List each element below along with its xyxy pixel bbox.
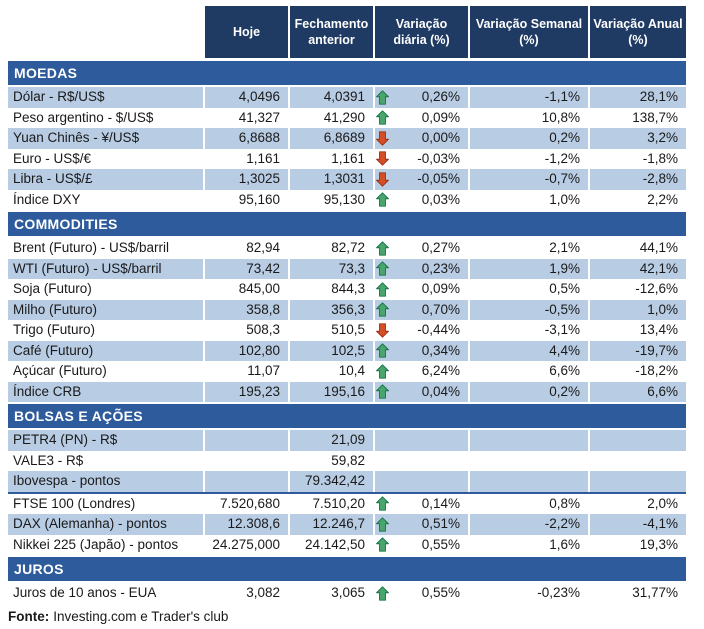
fechamento-anterior-cell: 7.510,20 (312, 495, 365, 511)
variacao-diaria-value: 0,23% (421, 260, 460, 276)
variacao-diaria-cell (375, 87, 468, 108)
fechamento-anterior-cell: 73,3 (290, 259, 373, 280)
variacao-diaria-value: 0,26% (421, 89, 460, 104)
variacao-diaria-cell (375, 320, 468, 341)
fechamento-anterior-cell: 356,3 (290, 300, 373, 321)
hoje-cell: 6,8688 (205, 128, 288, 149)
fechamento-anterior-cell: 102,5 (290, 341, 373, 362)
variacao-diaria-cell (375, 535, 468, 556)
arrow-down-icon (376, 172, 389, 187)
variacao-anual-cell: 1,0% (590, 300, 686, 321)
asset-label-cell: Trigo (Futuro) (13, 322, 96, 337)
hoje-cell (205, 471, 288, 492)
fechamento-anterior-cell: 195,16 (290, 382, 373, 403)
variacao-diaria-value: 0,70% (421, 301, 460, 317)
header-spacer (8, 6, 203, 58)
asset-label-cell: Café (Futuro) (8, 341, 203, 362)
variacao-semanal-cell: 0,2% (470, 382, 588, 403)
variacao-anual-cell: -18,2% (635, 363, 678, 378)
variacao-diaria-value: 0,51% (421, 516, 460, 531)
variacao-anual-cell: -4,1% (590, 514, 686, 535)
table-row (8, 238, 686, 259)
variacao-diaria-value: -0,44% (417, 322, 460, 337)
table-row (8, 535, 686, 556)
variacao-semanal-cell: 1,9% (470, 259, 588, 280)
hoje-cell: 12.308,6 (205, 514, 288, 535)
fechamento-anterior-cell: 510,5 (331, 322, 365, 337)
variacao-anual-cell: 3,2% (590, 128, 686, 149)
market-table (8, 6, 686, 626)
arrow-up-icon (376, 537, 389, 552)
variacao-diaria-value: -0,03% (417, 150, 460, 166)
variacao-diaria-cell (375, 169, 468, 190)
arrow-up-icon (376, 517, 389, 532)
asset-label-cell: VALE3 - R$ (13, 452, 84, 468)
variacao-diaria-cell (375, 238, 468, 259)
variacao-semanal-cell: -0,5% (470, 300, 588, 321)
variacao-semanal-cell: -3,1% (544, 322, 580, 337)
asset-label-cell: Índice CRB (8, 382, 203, 403)
asset-label-cell: Euro - US$/€ (13, 150, 92, 166)
variacao-diaria-cell (375, 583, 468, 604)
asset-label-cell: Açúcar (Futuro) (13, 363, 107, 378)
section-header: JUROS (8, 557, 686, 581)
variacao-diaria-value: 0,34% (421, 342, 460, 358)
variacao-diaria-value: -0,05% (417, 171, 460, 186)
table-row (8, 128, 686, 149)
variacao-diaria-cell (375, 494, 468, 515)
table-row (8, 190, 686, 211)
column-header-fechamento-anterior: Fechamento anterior (290, 6, 373, 58)
variacao-anual-cell (590, 451, 686, 472)
variacao-semanal-cell (470, 430, 588, 451)
hoje-cell (205, 430, 288, 451)
variacao-diaria-value: 0,27% (421, 240, 460, 255)
fechamento-anterior-cell: 10,4 (338, 363, 365, 378)
variacao-diaria-cell (375, 430, 468, 451)
hoje-cell: 1,161 (246, 150, 280, 166)
variacao-diaria-value: 0,03% (421, 191, 460, 207)
variacao-anual-cell: -1,8% (642, 150, 678, 166)
table-row (8, 279, 686, 300)
fechamento-anterior-cell: 1,161 (331, 150, 365, 166)
fechamento-anterior-cell: 79.342,42 (290, 471, 373, 492)
variacao-anual-cell: 44,1% (639, 240, 678, 255)
asset-label-cell: PETR4 (PN) - R$ (8, 430, 203, 451)
hoje-cell: 508,3 (246, 322, 280, 337)
variacao-anual-cell: 31,77% (632, 585, 678, 600)
arrow-up-icon (376, 110, 389, 125)
variacao-anual-cell: 6,6% (590, 382, 686, 403)
section-header: MOEDAS (8, 61, 686, 85)
asset-label-cell: Libra - US$/£ (8, 169, 203, 190)
fechamento-anterior-cell: 21,09 (290, 430, 373, 451)
variacao-anual-cell: 28,1% (590, 87, 686, 108)
fechamento-anterior-cell: 82,72 (331, 240, 365, 255)
variacao-diaria-cell (375, 149, 468, 170)
asset-label-cell: Peso argentino - $/US$ (13, 109, 154, 125)
hoje-cell: 1,3025 (205, 169, 288, 190)
table-row (8, 300, 686, 321)
variacao-semanal-cell (470, 451, 588, 472)
variacao-diaria-cell (375, 451, 468, 472)
hoje-cell: 3,082 (246, 585, 280, 600)
arrow-up-icon (376, 90, 389, 105)
asset-label-cell: Nikkei 225 (Japão) - pontos (13, 536, 179, 552)
asset-label-cell: Ibovespa - pontos (8, 471, 203, 492)
variacao-anual-cell: 2,2% (647, 191, 678, 207)
variacao-diaria-value: 0,04% (421, 383, 460, 399)
table-row (8, 87, 686, 108)
variacao-diaria-cell (375, 190, 468, 211)
fechamento-anterior-cell: 4,0391 (290, 87, 373, 108)
variacao-diaria-value: 0,09% (421, 281, 460, 296)
arrow-up-icon (376, 302, 389, 317)
table-row (8, 451, 686, 472)
hoje-cell: 7.520,680 (219, 495, 280, 511)
variacao-semanal-cell: 0,8% (549, 495, 580, 511)
table-row (8, 361, 686, 382)
arrow-up-icon (376, 343, 389, 358)
fechamento-anterior-cell: 844,3 (331, 281, 365, 296)
variacao-semanal-cell: -1,1% (470, 87, 588, 108)
section-header: COMMODITIES (8, 212, 686, 236)
variacao-semanal-cell: 6,6% (549, 363, 580, 378)
variacao-semanal-cell (470, 471, 588, 492)
variacao-diaria-cell (375, 300, 468, 321)
hoje-cell: 102,80 (205, 341, 288, 362)
variacao-anual-cell: 19,3% (639, 536, 678, 552)
variacao-diaria-cell (375, 279, 468, 300)
source-text: Investing.com e Trader's club (53, 608, 229, 624)
hoje-cell: 11,07 (247, 363, 280, 378)
column-header-variacao-semanal: Variação Semanal (%) (470, 6, 588, 58)
variacao-semanal-cell: 1,6% (549, 536, 580, 552)
arrow-up-icon (376, 496, 389, 511)
variacao-diaria-cell (375, 108, 468, 129)
variacao-diaria-cell (375, 341, 468, 362)
variacao-semanal-cell: -1,2% (544, 150, 580, 166)
table-row (8, 108, 686, 129)
asset-label-cell: Índice DXY (13, 191, 81, 207)
arrow-up-icon (376, 586, 389, 601)
variacao-anual-cell: 42,1% (590, 259, 686, 280)
hoje-cell (205, 451, 288, 472)
variacao-diaria-value: 0,09% (421, 109, 460, 125)
variacao-diaria-value: 0,55% (421, 536, 460, 552)
variacao-semanal-cell: 2,1% (549, 240, 580, 255)
variacao-diaria-value: 0,55% (421, 585, 460, 600)
asset-label-cell: WTI (Futuro) - US$/barril (8, 259, 203, 280)
hoje-cell: 358,8 (205, 300, 288, 321)
fechamento-anterior-cell: 12.246,7 (290, 514, 373, 535)
section-header: BOLSAS E AÇÕES (8, 404, 686, 428)
variacao-anual-cell: 13,4% (639, 322, 678, 337)
table-row (8, 320, 686, 341)
variacao-anual-cell: -12,6% (635, 281, 678, 296)
hoje-cell: 195,23 (205, 382, 288, 403)
arrow-up-icon (376, 192, 389, 207)
arrow-down-icon (376, 131, 389, 146)
table-row (8, 149, 686, 170)
variacao-anual-cell: -2,8% (590, 169, 686, 190)
variacao-diaria-cell (375, 259, 468, 280)
hoje-cell: 4,0496 (205, 87, 288, 108)
fechamento-anterior-cell: 3,065 (331, 585, 365, 600)
table-header (8, 6, 686, 58)
variacao-anual-cell (590, 471, 686, 492)
hoje-cell: 82,94 (246, 240, 280, 255)
variacao-diaria-cell (375, 128, 468, 149)
table-row (8, 430, 686, 451)
fechamento-anterior-cell: 6,8689 (290, 128, 373, 149)
table-row (8, 382, 686, 403)
table-body (8, 61, 686, 604)
source-note (8, 608, 686, 626)
variacao-anual-cell: 2,0% (647, 495, 678, 511)
variacao-semanal-cell: -0,23% (537, 585, 580, 600)
variacao-diaria-value: 0,14% (421, 495, 460, 511)
variacao-diaria-value: 0,00% (421, 130, 460, 145)
hoje-cell: 73,42 (205, 259, 288, 280)
variacao-semanal-cell: -2,2% (470, 514, 588, 535)
asset-label-cell: Soja (Futuro) (13, 281, 92, 296)
arrow-down-icon (376, 323, 389, 338)
table-row (8, 341, 686, 362)
column-header-variacao-diaria: Variação diária (%) (375, 6, 468, 58)
fechamento-anterior-cell: 95,130 (323, 191, 365, 207)
variacao-diaria-value: 6,24% (421, 363, 460, 378)
variacao-anual-cell: -19,7% (590, 341, 686, 362)
table-row (8, 583, 686, 604)
variacao-diaria-cell (375, 514, 468, 535)
variacao-anual-cell (590, 430, 686, 451)
fechamento-anterior-cell: 59,82 (331, 452, 365, 468)
hoje-cell: 95,160 (238, 191, 280, 207)
asset-label-cell: Juros de 10 anos - EUA (13, 585, 157, 600)
fechamento-anterior-cell: 41,290 (323, 109, 365, 125)
table-row (8, 494, 686, 515)
fechamento-anterior-cell: 24.142,50 (304, 536, 365, 552)
arrow-up-icon (376, 364, 389, 379)
table-row (8, 169, 686, 190)
asset-label-cell: FTSE 100 (Londres) (13, 495, 136, 511)
arrow-down-icon (376, 151, 389, 166)
asset-label-cell: DAX (Alemanha) - pontos (8, 514, 203, 535)
variacao-semanal-cell: 0,2% (470, 128, 588, 149)
column-header-variacao-anual: Variação Anual (%) (590, 6, 686, 58)
variacao-diaria-cell (375, 471, 468, 492)
hoje-cell: 41,327 (238, 109, 280, 125)
arrow-up-icon (376, 384, 389, 399)
hoje-cell: 845,00 (238, 281, 280, 296)
asset-label-cell: Dólar - R$/US$ (8, 87, 203, 108)
asset-label-cell: Yuan Chinês - ¥/US$ (8, 128, 203, 149)
variacao-semanal-cell: 1,0% (549, 191, 580, 207)
asset-label-cell: Milho (Futuro) (8, 300, 203, 321)
asset-label-cell: Brent (Futuro) - US$/barril (13, 240, 170, 255)
hoje-cell: 24.275,000 (212, 536, 280, 552)
source-label: Fonte: (8, 608, 50, 624)
variacao-semanal-cell: 10,8% (541, 109, 580, 125)
table-row (8, 514, 686, 535)
column-header-hoje: Hoje (205, 6, 288, 58)
table-row (8, 471, 686, 494)
variacao-semanal-cell: 0,5% (549, 281, 580, 296)
fechamento-anterior-cell: 1,3031 (290, 169, 373, 190)
arrow-up-icon (376, 261, 389, 276)
variacao-semanal-cell: -0,7% (470, 169, 588, 190)
arrow-up-icon (376, 241, 389, 256)
variacao-diaria-cell (375, 361, 468, 382)
variacao-diaria-cell (375, 382, 468, 403)
arrow-up-icon (376, 282, 389, 297)
variacao-semanal-cell: 4,4% (470, 341, 588, 362)
variacao-anual-cell: 138,7% (632, 109, 678, 125)
table-row (8, 259, 686, 280)
